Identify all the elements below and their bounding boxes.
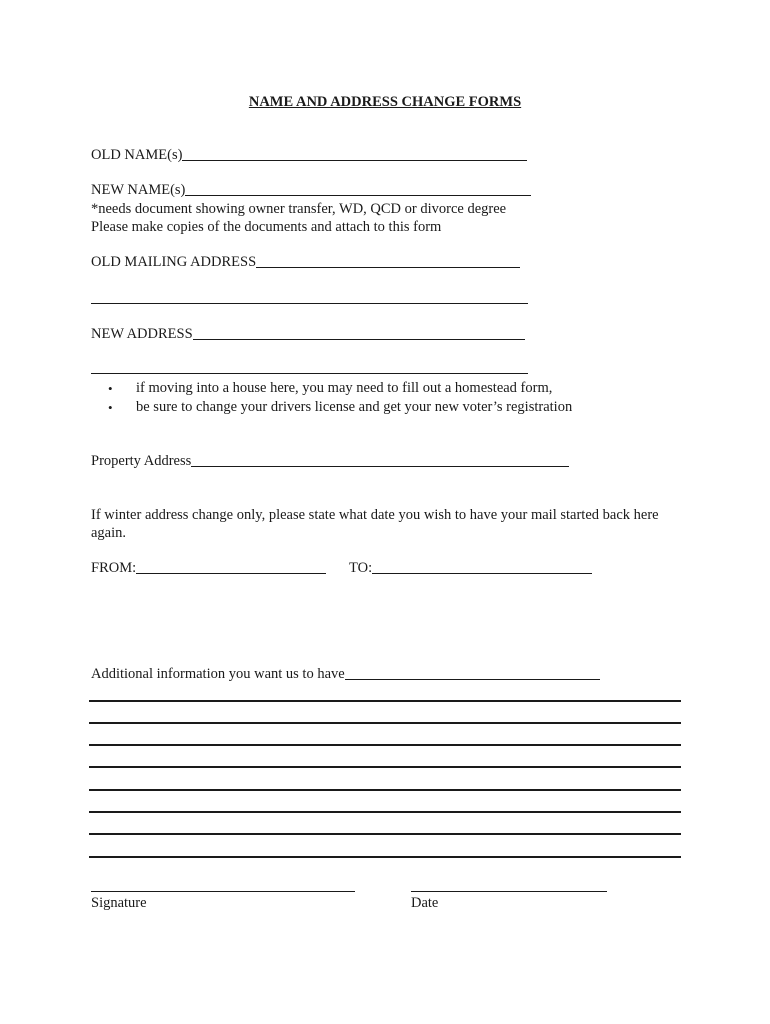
new-names-note-line-1: *needs document showing owner transfer, WD, QCD or divorce degree (91, 201, 507, 217)
bullet-icon: • (108, 380, 113, 396)
additional-info-line[interactable] (89, 811, 681, 813)
page-title: NAME AND ADDRESS CHANGE FORMS (248, 94, 522, 110)
new-names-note-line-2: Please make copies of the documents and attach to this form (91, 219, 442, 235)
old-names-field[interactable] (182, 146, 527, 161)
to-date-field[interactable] (372, 559, 592, 574)
additional-info-label: Additional information you want us to have (91, 666, 345, 682)
winter-note-line-1: If winter address change only, please state what date you wish to have your mail started back here (91, 507, 659, 523)
new-names-label: NEW NAME(s) (91, 182, 186, 198)
additional-info-row (91, 665, 600, 683)
old-mailing-address-label: OLD MAILING ADDRESS (91, 254, 257, 270)
from-row (91, 559, 326, 577)
old-mailing-address-field[interactable] (256, 253, 520, 268)
list-item (108, 398, 572, 417)
new-names-row (91, 181, 531, 199)
signature-field[interactable] (91, 891, 355, 892)
list-item (108, 379, 572, 398)
old-mailing-address-field-line-2[interactable] (91, 303, 528, 304)
new-address-field-line-2[interactable] (91, 373, 528, 374)
instructions-list (108, 379, 572, 417)
additional-info-line[interactable] (89, 744, 681, 746)
old-mailing-address-row (91, 253, 520, 271)
new-names-field[interactable] (185, 181, 531, 196)
new-names-note (91, 200, 506, 236)
property-address-label: Property Address (91, 453, 192, 469)
property-address-field[interactable] (191, 452, 569, 467)
from-label: FROM: (91, 560, 137, 576)
old-names-row (91, 146, 527, 164)
date-field[interactable] (411, 891, 607, 892)
new-address-label: NEW ADDRESS (91, 326, 193, 342)
new-address-field[interactable] (193, 325, 525, 340)
date-label: Date (411, 895, 439, 911)
old-names-label: OLD NAME(s) (91, 147, 183, 163)
winter-note (91, 506, 659, 542)
bullet-text: be sure to change your drivers license and get your new voter’s registration (136, 399, 573, 415)
winter-note-line-2: again. (91, 525, 127, 541)
from-date-field[interactable] (136, 559, 326, 574)
bullet-text: if moving into a house here, you may need to fill out a homestead form, (136, 380, 553, 396)
to-row (349, 559, 592, 577)
additional-info-line[interactable] (89, 789, 681, 791)
additional-info-line[interactable] (89, 766, 681, 768)
additional-info-field[interactable] (345, 665, 600, 680)
additional-info-line[interactable] (89, 856, 681, 858)
to-label: TO: (349, 560, 373, 576)
property-address-row (91, 452, 569, 470)
bullet-icon: • (108, 399, 113, 415)
signature-label: Signature (91, 895, 147, 911)
new-address-row (91, 325, 525, 343)
additional-info-line[interactable] (89, 700, 681, 702)
additional-info-line[interactable] (89, 722, 681, 724)
additional-info-line[interactable] (89, 833, 681, 835)
